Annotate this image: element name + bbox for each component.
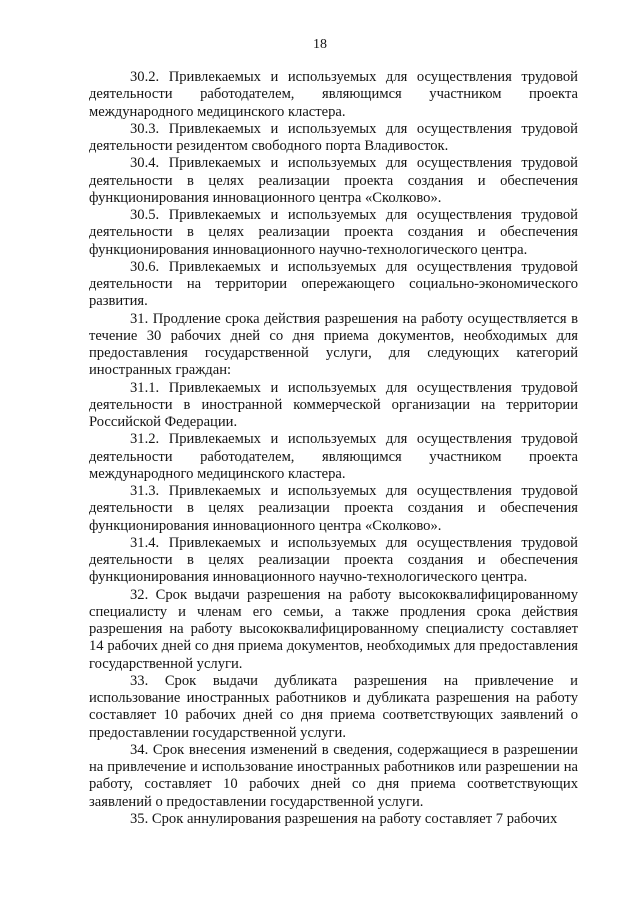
paragraph-30-4: 30.4. Привлекаемых и используемых для осуществления трудовой деятельности в целях реализации проекта создания и обеспечения функционирования инновационного центра «Сколково».	[89, 155, 578, 206]
paragraph-32: 32. Срок выдачи разрешения на работу высококвалифицированному специалисту и членам его семьи, а также продления срока действия разрешения на работу высококвалифицированному специалисту составляет 14 рабочих дней со дня приема документов, необходимых для предоставления государственной услуги.	[89, 586, 578, 672]
paragraph-35: 35. Срок аннулирования разрешения на работу составляет 7 рабочих	[130, 810, 558, 827]
paragraph-31-3: 31.3. Привлекаемых и используемых для осуществления трудовой деятельности в целях реализации проекта создания и обеспечения функционирования инновационного центра «Сколково».	[89, 483, 578, 534]
paragraph-33: 33. Срок выдачи дубликата разрешения на привлечение и использование иностранных работников и дубликата разрешения на работу составляет 10 рабочих дней со дня приема соответствующих заявлений о предоставлении государственной услуги.	[89, 672, 578, 741]
paragraph-31-2: 31.2. Привлекаемых и используемых для осуществления трудовой деятельности работодателем, являющимся участником проекта международного медицинского кластера.	[89, 431, 578, 482]
paragraph-34: 34. Срок внесения изменений в сведения, содержащиеся в разрешении на привлечение и использование иностранных работников или разрешении на работу, составляет 10 рабочих дней со дня приема соответствующих заявлений о предоставлении государственной услуги.	[89, 741, 578, 810]
paragraph-30-6: 30.6. Привлекаемых и используемых для осуществления трудовой деятельности на территории опережающего социально-экономического развития.	[89, 258, 578, 310]
paragraph-30-5: 30.5. Привлекаемых и используемых для осуществления трудовой деятельности в целях реализации проекта создания и обеспечения функционирования инновационного научно-технологического центра.	[89, 207, 578, 258]
paragraph-30-3: 30.3. Привлекаемых и используемых для осуществления трудовой деятельности резидентом свободного порта Владивосток.	[89, 120, 578, 154]
page-number: 18	[313, 37, 327, 52]
paragraph-31: 31. Продление срока действия разрешения на работу осуществляется в течение 30 рабочих дней со дня приема документов, необходимых для предоставления государственной услуги, для следующих категорий иностранных граждан:	[89, 310, 578, 379]
paragraph-31-4: 31.4. Привлекаемых и используемых для осуществления трудовой деятельности в целях реализации проекта создания и обеспечения функционирования инновационного научно-технологического центра.	[89, 534, 578, 586]
paragraph-31-1: 31.1. Привлекаемых и используемых для осуществления трудовой деятельности в иностранной коммерческой организации на территории Российской Федерации.	[89, 379, 578, 430]
paragraph-30-2: 30.2. Привлекаемых и используемых для осуществления трудовой деятельности работодателем, являющимся участником проекта международного медицинского кластера.	[89, 69, 578, 120]
document-body	[89, 69, 578, 828]
